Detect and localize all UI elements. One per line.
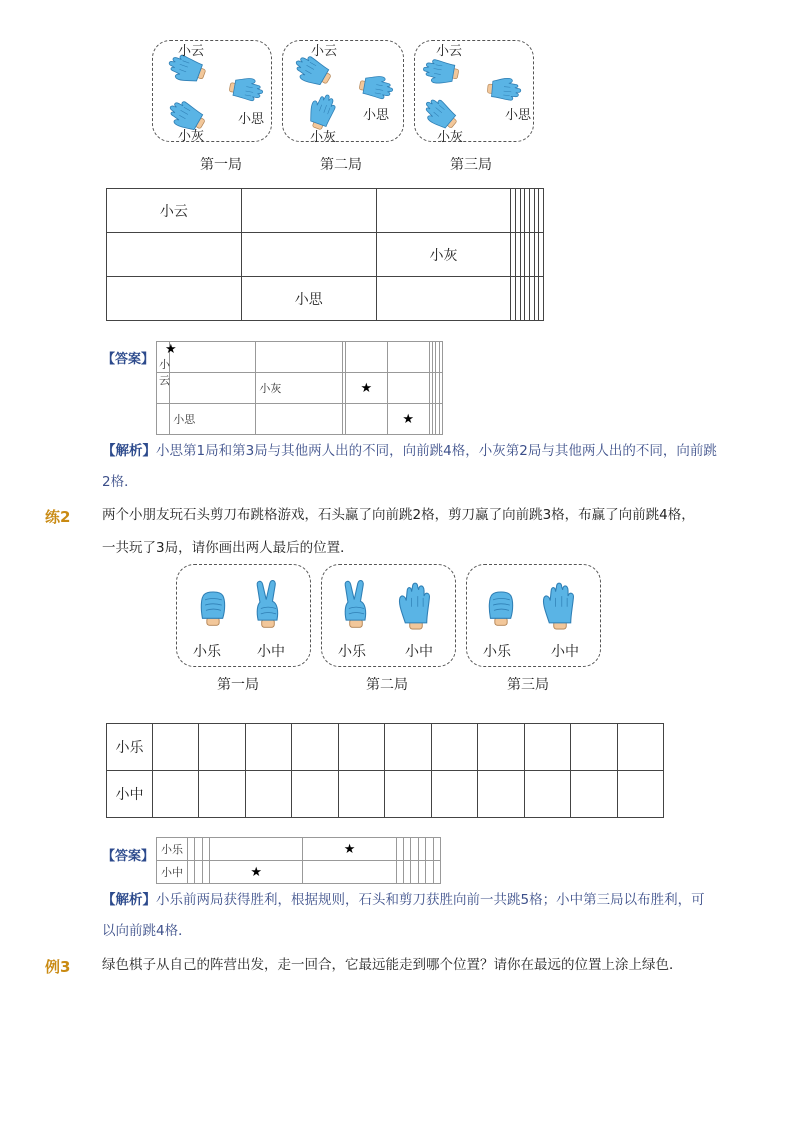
grid-cell [418, 861, 425, 884]
grid-cell [157, 861, 188, 884]
grid-cell [426, 838, 433, 861]
grid-cell [617, 724, 663, 771]
grid-cell [153, 771, 199, 818]
grid-cell [188, 861, 195, 884]
grid-cell [418, 838, 425, 861]
grid-cell [433, 861, 441, 884]
grid-cell [345, 342, 387, 373]
grid-cell [376, 233, 511, 277]
grid-cell [404, 861, 411, 884]
answer-grid-2 [156, 837, 441, 884]
paper-hand-icon [356, 70, 398, 106]
grid-cell [539, 189, 544, 233]
grid-cell [385, 771, 431, 818]
grid-cell [345, 373, 387, 404]
player-name: 小思 [294, 291, 323, 308]
player-name-right: 小中 [551, 644, 579, 660]
grid-cell [256, 404, 342, 435]
example-tag: 例3 [45, 958, 71, 976]
scissors-hand-icon [338, 578, 374, 630]
paper-hand-icon [226, 72, 268, 108]
player-name-bottom: 小灰 [437, 130, 464, 145]
grid-cell [195, 838, 202, 861]
player-name: 小中 [161, 866, 183, 879]
grid-cell [411, 838, 418, 861]
round-caption-3: 第三局 [507, 677, 549, 693]
grid-cell [385, 724, 431, 771]
grid-row [157, 861, 441, 884]
player-name-right: 小思 [363, 108, 390, 123]
grid-cell [241, 277, 376, 321]
grid-cell [338, 724, 384, 771]
star-icon: ★ [343, 841, 356, 857]
grid-cell [539, 277, 544, 321]
player-name-top: 小云 [311, 44, 338, 59]
grid-cell [387, 342, 429, 373]
grid-cell [199, 771, 245, 818]
grid-cell [292, 771, 338, 818]
grid-cell [433, 838, 441, 861]
player-name: 小灰 [429, 247, 458, 264]
grid-cell [617, 771, 663, 818]
grid-cell [431, 724, 477, 771]
player-name: 小云 [159, 203, 188, 220]
grid-cell [195, 861, 202, 884]
grid-cell [338, 771, 384, 818]
round-caption-2: 第二局 [366, 677, 408, 693]
analysis-2 [102, 885, 717, 947]
grid-cell [396, 861, 403, 884]
grid-cell [157, 838, 188, 861]
grid-cell [439, 404, 442, 435]
grid-cell [439, 373, 442, 404]
grid-cell [210, 838, 303, 861]
grid-row [157, 342, 443, 373]
grid-cell [202, 861, 209, 884]
grid-cell [157, 342, 177, 387]
grid-row [107, 277, 544, 321]
analysis-text: 小乐前两局获得胜利，根据规则，石头和剪刀获胜向前一共跳5格；小中第三局以布胜利，可以向前跳4格． [102, 892, 705, 939]
star-icon: ★ [165, 342, 177, 357]
grid-cell [241, 233, 376, 277]
grid-cell [404, 838, 411, 861]
grid-cell [170, 404, 256, 435]
grid-row [107, 771, 664, 818]
star-icon: ★ [250, 864, 263, 880]
round-caption-1: 第一局 [217, 677, 259, 693]
player-name: 小乐 [161, 843, 183, 856]
player-name-left: 小乐 [193, 644, 221, 660]
grid-cell [411, 861, 418, 884]
grid-cell [524, 771, 570, 818]
grid-cell [157, 404, 170, 435]
round-caption-3: 第三局 [450, 157, 492, 173]
grid-cell [210, 861, 303, 884]
exercise-text: 两个小朋友玩石头剪刀布跳格游戏，石头赢了向前跳2格，剪刀赢了向前跳3格，布赢了向前跳4格，一共玩了3局，请你画出两人最后的位置． [102, 507, 695, 556]
grid-cell [170, 373, 256, 404]
answer-grid-1 [156, 341, 443, 435]
grid-cell [387, 404, 429, 435]
player-name-top: 小云 [436, 44, 463, 59]
analysis-1 [102, 436, 717, 498]
player-name-right: 小思 [238, 112, 265, 127]
analysis-label: 【解析】 [102, 892, 156, 908]
grid-cell [426, 861, 433, 884]
grid-cell [387, 373, 429, 404]
grid-row [107, 189, 544, 233]
rock-hand-icon [196, 584, 230, 628]
grid-cell [478, 771, 524, 818]
grid-row [157, 838, 441, 861]
player-name-left: 小乐 [483, 644, 511, 660]
star-icon: ★ [360, 380, 373, 396]
answer-label: 【答案】 [102, 849, 155, 864]
grid-row [157, 404, 443, 435]
grid-cell [376, 189, 511, 233]
grid-cell [170, 342, 256, 373]
grid-cell [431, 771, 477, 818]
player-name-bottom: 小灰 [310, 130, 337, 145]
grid-cell [107, 277, 242, 321]
grid-cell [292, 724, 338, 771]
grid-cell [303, 838, 396, 861]
grid-cell [524, 724, 570, 771]
analysis-text: 小思第1局和第3局与其他两人出的不同，向前跳4格，小灰第2局与其他两人出的不同，向前跳2格． [102, 443, 717, 490]
grid-cell [439, 342, 442, 373]
grid-cell [107, 771, 153, 818]
grid-cell [153, 724, 199, 771]
paper-hand-icon [484, 72, 526, 108]
grid-row [107, 724, 664, 771]
grid-cell [571, 724, 617, 771]
round-caption-2: 第二局 [320, 157, 362, 173]
player-name: 小云 [159, 358, 170, 387]
grid-cell [188, 838, 195, 861]
rock-hand-icon [484, 584, 518, 628]
grid-cell [157, 373, 170, 404]
player-name: 小乐 [115, 740, 144, 756]
player-name-right: 小思 [505, 108, 532, 123]
grid-cell [539, 233, 544, 277]
grid-cell [376, 277, 511, 321]
grid-cell [345, 404, 387, 435]
grid-cell [571, 771, 617, 818]
scissors-hand-icon [250, 578, 286, 630]
player-name-right: 小中 [257, 644, 285, 660]
jump-grid-1 [106, 188, 544, 321]
player-name: 小中 [115, 787, 144, 803]
star-icon: ★ [402, 411, 415, 427]
round-caption-1: 第一局 [200, 157, 242, 173]
analysis-label: 【解析】 [102, 443, 156, 459]
paper-hand-icon [540, 580, 580, 630]
grid-cell [245, 724, 291, 771]
jump-grid-2 [106, 723, 664, 818]
player-name-bottom: 小灰 [178, 129, 205, 144]
grid-cell [256, 342, 342, 373]
player-name: 小灰 [259, 382, 282, 395]
grid-row [157, 373, 443, 404]
grid-cell [199, 724, 245, 771]
grid-cell [107, 233, 242, 277]
grid-cell [245, 771, 291, 818]
grid-cell [478, 724, 524, 771]
grid-cell [303, 861, 396, 884]
grid-cell [396, 838, 403, 861]
grid-cell [107, 189, 242, 233]
grid-cell [107, 724, 153, 771]
exercise-tag: 练2 [45, 508, 71, 526]
grid-row [107, 233, 544, 277]
example-text: 绿色棋子从自己的阵营出发，走一回合，它最远能走到哪个位置？请你在最远的位置上涂上绿色． [102, 957, 683, 973]
paper-hand-icon [396, 580, 436, 630]
player-name: 小思 [173, 413, 196, 426]
grid-cell [202, 838, 209, 861]
player-name-left: 小乐 [338, 644, 366, 660]
answer-label: 【答案】 [102, 352, 155, 367]
player-name-top: 小云 [178, 44, 205, 59]
grid-cell [241, 189, 376, 233]
grid-cell [256, 373, 342, 404]
player-name-right: 小中 [405, 644, 433, 660]
paper-hand-icon [304, 92, 342, 130]
